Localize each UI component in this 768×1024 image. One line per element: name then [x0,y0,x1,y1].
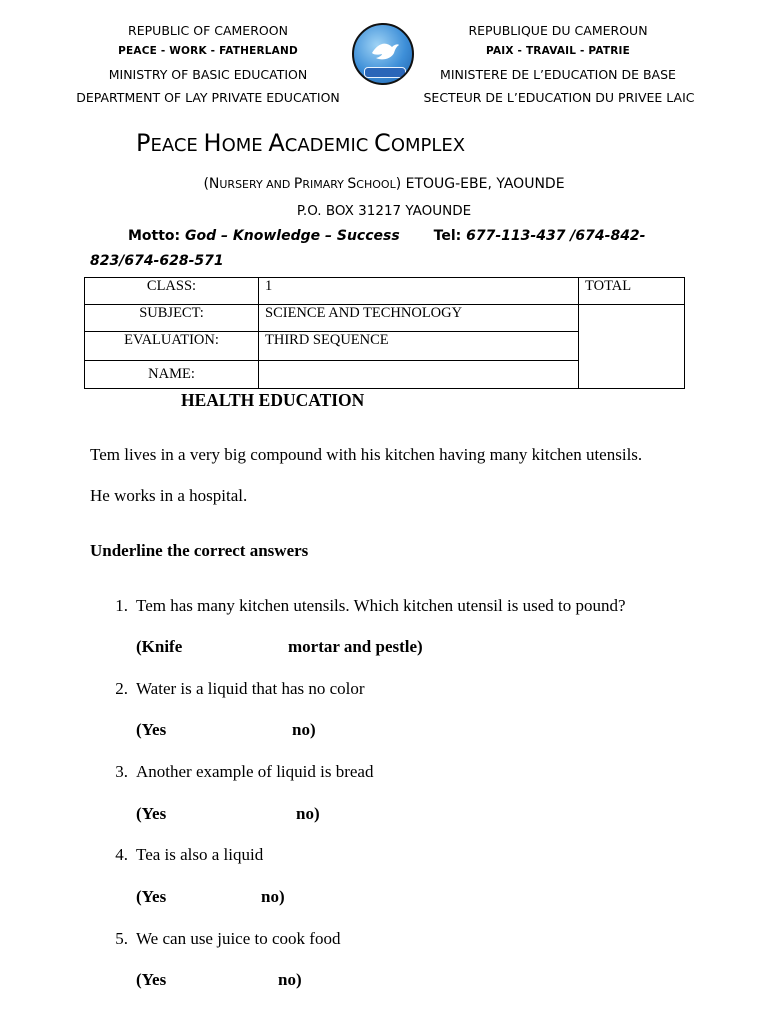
intro-line-2: He works in a hospital. [90,486,248,505]
header-left-line-2: PEACE - WORK - FATHERLAND [118,45,298,57]
option-3b[interactable]: no) [296,804,320,823]
question-3: 3. Another example of liquid is bread [115,762,374,781]
evaluation-value: THIRD SEQUENCE [259,332,579,361]
subject-value: SCIENCE AND TECHNOLOGY [259,305,579,332]
option-1b[interactable]: mortar and pestle) [288,637,423,656]
header-left-line-4: DEPARTMENT OF LAY PRIVATE EDUCATION [76,90,340,105]
name-label: NAME: [85,361,259,389]
name-field[interactable] [259,361,579,389]
option-3a[interactable]: (Yes [136,804,167,823]
total-box[interactable] [579,305,685,389]
header-right-line-3: MINISTERE DE L’EDUCATION DE BASE [440,67,676,82]
logo-banner [364,67,406,78]
header-left-line-1: REPUBLIC OF CAMEROON [128,23,288,38]
section-title: HEALTH EDUCATION [181,390,365,410]
total-label: TOTAL [579,278,685,305]
school-name: PEACE HOME ACADEMIC COMPLEX [136,129,466,157]
info-table [84,277,685,389]
option-5b[interactable]: no) [278,970,302,989]
class-value: 1 [259,278,579,305]
option-2a[interactable]: (Yes [136,720,167,739]
option-4a[interactable]: (Yes [136,887,167,906]
header-right-line-2: PAIX - TRAVAIL - PATRIE [486,45,630,57]
dove-icon [370,39,400,65]
header-right-line-4: SECTEUR DE L’EDUCATION DU PRIVEE LAIC [423,90,695,105]
question-5: 5. We can use juice to cook food [115,929,341,948]
school-logo [352,23,414,85]
tel-line-2: 823/674-628-571 [90,253,224,269]
intro-line-1: Tem lives in a very big compound with his kitchen having many kitchen utensils. [90,445,643,464]
po-box: P.O. BOX 31217 YAOUNDE [296,203,472,219]
instruction: Underline the correct answers [90,541,309,560]
option-5a[interactable]: (Yes [136,970,167,989]
option-1a[interactable]: (Knife [136,637,183,656]
motto-line: Motto: God – Knowledge – Success Tel: 677-113-437 /674-842- [128,228,646,244]
subject-label: SUBJECT: [85,305,259,332]
option-4b[interactable]: no) [261,887,285,906]
header-right-line-1: REPUBLIQUE DU CAMEROUN [468,23,648,38]
class-label: CLASS: [85,278,259,305]
school-type: (NURSERY AND PRIMARY SCHOOL) ETOUG-EBE, YAOUNDE [203,176,565,192]
evaluation-label: EVALUATION: [85,332,259,361]
question-4: 4. Tea is also a liquid [115,845,264,864]
question-2: 2. Water is a liquid that has no color [115,679,365,698]
option-2b[interactable]: no) [292,720,316,739]
header-left-line-3: MINISTRY OF BASIC EDUCATION [108,67,308,82]
question-1: 1. Tem has many kitchen utensils. Which kitchen utensil is used to pound? [115,596,626,615]
